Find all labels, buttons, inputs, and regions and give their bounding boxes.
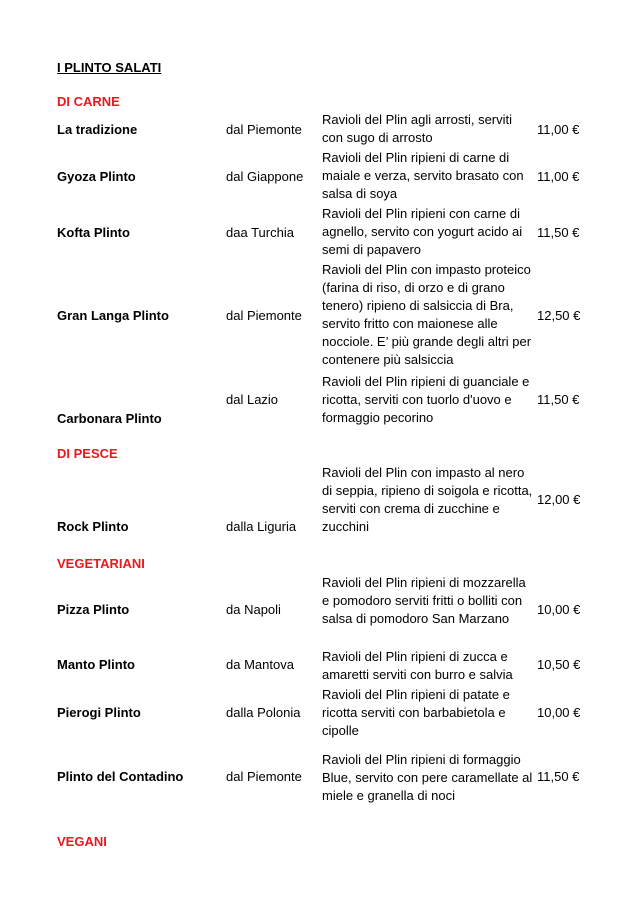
item-price: 10,00 € [537, 602, 581, 617]
section-heading-vegani: VEGANI [57, 834, 107, 849]
item-origin: daa Turchia [226, 225, 294, 240]
item-description: Ravioli del Plin ripieni di carne di maiale e verza, servito brasato con salsa di soya [322, 150, 524, 201]
item-price: 11,00 € [537, 169, 580, 184]
section-heading-vegetariani: VEGETARIANI [57, 556, 145, 571]
item-origin: dalla Liguria [226, 519, 297, 534]
item-name: Carbonara Plinto [57, 411, 162, 426]
item-description: Ravioli del Plin ripieni di formaggio Blue, servito con pere caramellate al miele e granella di noci [322, 752, 533, 803]
item-name: Plinto del Contadino [57, 769, 184, 784]
page-title: I PLINTO SALATI [57, 60, 162, 75]
item-description: Ravioli del Plin ripieni di guanciale e ricotta, serviti con tuorlo d'uovo e formaggio pecorino [322, 374, 530, 425]
item-origin: dal Piemonte [226, 308, 302, 323]
item-price: 10,50 € [537, 657, 581, 672]
item-name: Gran Langa Plinto [57, 308, 169, 323]
item-description: Ravioli del Plin con impasto al nero di seppia, ripieno di soigola e ricotta, serviti con crema di zucchine e zucchini [322, 465, 533, 534]
item-origin: dal Piemonte [226, 122, 302, 137]
item-price: 11,50 € [537, 225, 580, 240]
item-origin: dalla Polonia [226, 705, 301, 720]
item-origin: dal Piemonte [226, 769, 302, 784]
item-name: Rock Plinto [57, 519, 129, 534]
item-name: Gyoza Plinto [57, 169, 136, 184]
item-price: 10,00 € [537, 705, 581, 720]
item-price: 11,00 € [537, 122, 580, 137]
item-description: Ravioli del Plin ripieni di mozzarella e pomodoro serviti fritti o bolliti con salsa di pomodoro San Marzano [322, 575, 526, 626]
section-heading-pesce: DI PESCE [57, 446, 118, 461]
item-origin: dal Giappone [226, 169, 304, 184]
item-name: Manto Plinto [57, 657, 135, 672]
section-heading-carne: DI CARNE [57, 94, 120, 109]
item-price: 12,00 € [537, 492, 581, 507]
item-price: 11,50 € [537, 392, 580, 407]
item-price: 12,50 € [537, 308, 581, 323]
item-description: Ravioli del Plin con impasto proteico (farina di riso, di orzo e di grano tenero) ripieno di salsiccia di Bra, servito fritto con maionese alle nocciole. E’ più grande degli altri per contenere più salsiccia [322, 262, 532, 367]
item-name: Kofta Plinto [57, 225, 130, 240]
item-origin: dal Lazio [226, 392, 279, 407]
item-description: Ravioli del Plin ripieni con carne di agnello, servito con yogurt acido ai semi di papavero [322, 206, 523, 257]
item-origin: da Napoli [226, 602, 281, 617]
item-name: Pierogi Plinto [57, 705, 141, 720]
item-price: 11,50 € [537, 769, 580, 784]
item-name: Pizza Plinto [57, 602, 130, 617]
item-origin: da Mantova [226, 657, 294, 672]
item-description: Ravioli del Plin ripieni di patate e ricotta serviti con barbabietola e cipolle [322, 687, 510, 738]
item-description: Ravioli del Plin agli arrosti, serviti con sugo di arrosto [322, 112, 513, 145]
item-description: Ravioli del Plin ripieni di zucca e amaretti serviti con burro e salvia [322, 649, 513, 682]
item-name: La tradizione [57, 122, 138, 137]
